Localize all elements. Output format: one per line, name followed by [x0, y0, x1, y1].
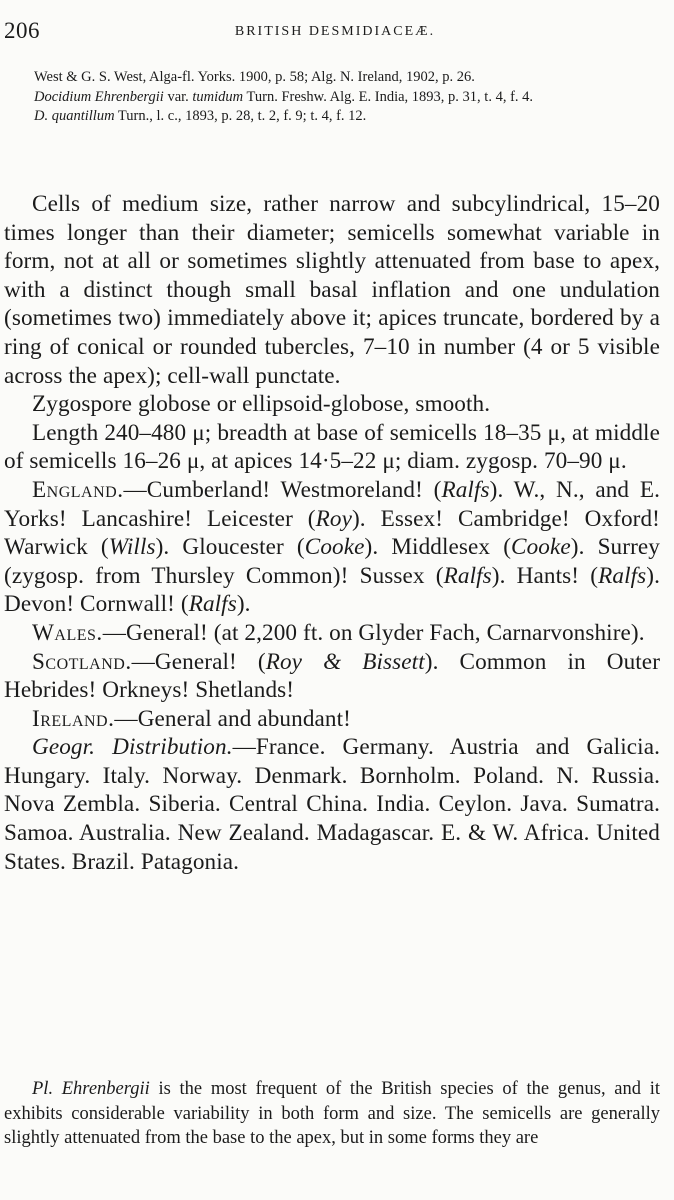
cell-description: Cells of medium size, rather narrow and subcylindrical, 15–20 times longer than their diameter; semicells somewhat variable in form, not at all or sometimes slightly attenuated from base to apex, with a distinct though small basal inflation and one undulation (sometimes two) immediately above it; apices truncate, bordered by a ring of conical or rounded tubercles, 7–10 in number (4 or 5 visible across the apex); cell-wall punctate.	[4, 191, 660, 389]
running-title: BRITISH DESMIDIACEÆ.	[234, 24, 436, 39]
reference-text: var.	[163, 88, 193, 105]
distribution-text: ). Surrey (zygosp. from Thursley Common)! Sussex (	[4, 534, 660, 589]
note-paragraph	[4, 1077, 660, 1151]
note-text: is the most frequent of the British species of the genus, and it exhibits considerable variability in both form and size. The semicells are generally slightly attenuated from the base to the apex, but in some forms they are	[4, 1079, 660, 1149]
distribution-text: ).	[236, 591, 251, 618]
collector-name: Wills	[108, 534, 156, 561]
distribution-text: ). Devon! Cornwall! (	[4, 562, 660, 618]
distribution-text: ). Hants! (	[491, 562, 599, 589]
synonymy-references	[4, 68, 660, 127]
reference-text: Turn., l. c., 1893, p. 28, t. 2, f. 9; t. 4, f. 12.	[114, 108, 367, 124]
reference-variety: tumidum	[192, 88, 244, 105]
zygospore-description: Zygospore globose or ellipsoid-globose, smooth.	[32, 391, 491, 418]
reference-text: Turn. Freshw. Alg. E. India, 1893, p. 31, t. 4, f. 4.	[243, 88, 534, 105]
distribution-text: ). Gloucester (	[155, 534, 305, 561]
distribution-text: ). Essex! Cambridge! Oxford! Warwick (	[4, 505, 660, 561]
geographical-distribution	[4, 733, 660, 876]
collector-name: Ralfs	[441, 476, 490, 503]
distribution-scotland	[4, 648, 660, 705]
distribution-wales	[4, 619, 660, 648]
collector-name: Roy	[315, 505, 352, 532]
reference-entry	[4, 88, 660, 107]
region-label: Scotland.	[32, 648, 132, 675]
reference-entry	[4, 68, 660, 87]
measurements: Length 240–480 μ; breadth at base of semicells 18–35 μ, at middle of semicells 16–26 μ, at apices 14·5–22 μ; diam. zygosp. 70–90 μ.	[4, 419, 660, 475]
species-name: Pl. Ehrenbergii	[32, 1079, 150, 1099]
distribution-text: —France. Germany. Austria and Galicia. Hungary. Italy. Norway. Denmark. Bornholm. Poland. N. Russia. Nova Zembla. Siberia. Central China. India. Ceylon. Java. Sumatra. Samoa. Australia. New Zealand. Madagascar. E. & W. Africa. United States. Brazil. Patagonia.	[4, 734, 660, 875]
distribution-text: —General! (	[131, 648, 266, 675]
collector-name: Cooke	[511, 534, 571, 561]
collector-name: Cooke	[304, 534, 365, 561]
distribution-text: —General and abundant!	[114, 705, 351, 732]
collector-name: Ralfs	[443, 562, 492, 589]
region-label: Wales.	[32, 619, 103, 646]
distribution-england	[4, 476, 660, 619]
region-label: Geogr. Distribution.	[32, 734, 233, 761]
region-label: England.	[32, 476, 124, 503]
species-description	[4, 190, 660, 876]
reference-taxon: D. quantillum	[34, 108, 115, 124]
collector-name: Roy & Bissett	[265, 648, 425, 675]
distribution-text: ). Common in Outer Hebrides! Orkneys! Shetlands!	[4, 648, 661, 704]
distribution-text: ). Middlesex (	[364, 534, 512, 561]
distribution-text: —General! (at 2,200 ft. on Glyder Fach, Carnarvonshire).	[102, 619, 645, 646]
distribution-text: ). W., N., and E. Yorks! Lancashire! Leicester (	[4, 476, 660, 532]
region-label: Ireland.	[32, 705, 115, 732]
collector-name: Ralfs	[188, 591, 237, 618]
page-header	[4, 18, 666, 48]
reference-taxon: Docidium Ehrenbergii	[34, 88, 164, 105]
collector-name: Ralfs	[598, 562, 647, 589]
distribution-text: —Cumberland! Westmoreland! (	[123, 476, 442, 503]
species-note	[4, 1077, 660, 1151]
reference-entry	[4, 107, 660, 126]
reference-text: West & G. S. West, Alga-fl. Yorks. 1900, p. 58; Alg. N. Ireland, 1902, p. 26.	[34, 69, 475, 85]
distribution-ireland	[4, 705, 660, 734]
page-number: 206	[4, 18, 40, 43]
